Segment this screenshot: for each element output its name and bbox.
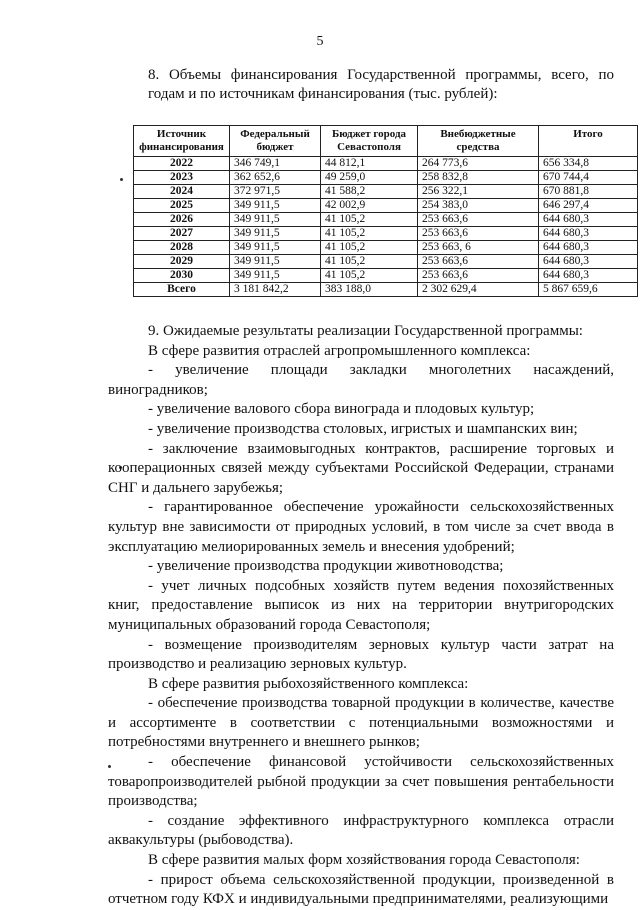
table-cell-value: 383 188,0 bbox=[321, 283, 418, 297]
table-cell-year: 2027 bbox=[134, 227, 230, 241]
table-cell-year: 2024 bbox=[134, 185, 230, 199]
paragraph: - увеличение валового сбора винограда и плодовых культур; bbox=[148, 401, 535, 418]
table-cell-value: 41 105,2 bbox=[321, 255, 418, 269]
paragraph: - обеспечение финансовой устойчивости сельскохозяйственных товаропроизводителей рыбной продукции за счет повышения рентабельности производства; bbox=[108, 754, 614, 810]
table-cell-year: 2026 bbox=[134, 213, 230, 227]
table-cell-value: 2 302 629,4 bbox=[418, 283, 539, 297]
table-cell-value: 258 832,8 bbox=[418, 171, 539, 185]
table-header-row bbox=[134, 126, 638, 157]
table-cell-year: 2028 bbox=[134, 241, 230, 255]
table-cell-year: 2030 bbox=[134, 269, 230, 283]
table-cell-value: 253 663,6 bbox=[418, 255, 539, 269]
paragraph: - увеличение площади закладки многолетних насаждений, виноградников; bbox=[108, 362, 614, 398]
paragraph: 9. Ожидаемые результаты реализации Государственной программы: bbox=[148, 323, 583, 339]
table-row bbox=[134, 185, 638, 199]
paragraph: - увеличение производства продукции животноводства; bbox=[148, 558, 504, 575]
header-source: Источник финансирования bbox=[134, 126, 230, 157]
table-cell-value: 656 334,8 bbox=[539, 157, 638, 171]
table-cell-value: 3 181 842,2 bbox=[230, 283, 321, 297]
table-cell-value: 264 773,6 bbox=[418, 157, 539, 171]
financing-table bbox=[133, 125, 638, 297]
table-cell-value: 256 322,1 bbox=[418, 185, 539, 199]
table-cell-value: 41 105,2 bbox=[321, 269, 418, 283]
paragraph: - учет личных подсобных хозяйств путем ведения похозяйственных книг, предоставление выписок из них на территории внутригородских муниципальных образований города Севастополя; bbox=[108, 577, 614, 633]
section-8-heading-text: 8. Объемы финансирования Государственной программы, всего, по годам и по источникам финансирования (тыс. рублей): bbox=[148, 67, 614, 102]
table-row bbox=[134, 199, 638, 213]
table-row bbox=[134, 269, 638, 283]
page-number: 5 bbox=[316, 34, 324, 49]
paragraph: В сфере развития отраслей агропромышленного комплекса: bbox=[148, 342, 531, 359]
table-cell-value: 349 911,5 bbox=[230, 227, 321, 241]
table-cell-year: 2025 bbox=[134, 199, 230, 213]
table-cell-value: 349 911,5 bbox=[230, 241, 321, 255]
table-cell-value: 644 680,3 bbox=[539, 227, 638, 241]
paragraph: - прирост объема сельскохозяйственной продукции, произведенной в отчетном году КФХ и индивидуальными предпринимателями, реализующими bbox=[108, 871, 614, 908]
table-cell-value: 670 744,4 bbox=[539, 171, 638, 185]
table-cell-value: 41 105,2 bbox=[321, 227, 418, 241]
table-cell-value: 41 588,2 bbox=[321, 185, 418, 199]
table-cell-value: 372 971,5 bbox=[230, 185, 321, 199]
table-cell-value: 646 297,4 bbox=[539, 199, 638, 213]
table-cell-value: 346 749,1 bbox=[230, 157, 321, 171]
header-federal: Федеральный бюджет bbox=[230, 126, 321, 157]
table-cell-value: 253 663,6 bbox=[418, 213, 539, 227]
paragraph: - заключение взаимовыгодных контрактов, расширение торговых и кооперационных связей между субъектами Российской Федерации, странами СНГ и дальнего зарубежья; bbox=[108, 440, 614, 496]
paragraph: - возмещение производителям зерновых культур части затрат на производство и реализацию зерновых культур. bbox=[108, 636, 614, 673]
table-cell-value: 253 663,6 bbox=[418, 227, 539, 241]
table-cell-value: 253 663,6 bbox=[418, 269, 539, 283]
table-row bbox=[134, 157, 638, 171]
table-cell-value: 670 881,8 bbox=[539, 185, 638, 199]
table-cell-value: 49 259,0 bbox=[321, 171, 418, 185]
table-row bbox=[134, 227, 638, 241]
table-cell-value: 253 663, 6 bbox=[418, 241, 539, 255]
section-8-heading bbox=[108, 66, 614, 104]
scan-speck bbox=[120, 178, 123, 181]
table-cell-value: 349 911,5 bbox=[230, 269, 321, 283]
paragraph: - обеспечение производства товарной продукции в количестве, качестве и ассортименте в соответствии с потенциальными возможностями и потребностями внутреннего и внешнего рынков; bbox=[108, 695, 614, 751]
header-city-budget: Бюджет города Севастополя bbox=[321, 126, 418, 157]
paragraph: - создание эффективного инфраструктурного комплекса отрасли аквакультуры (рыбоводства). bbox=[108, 812, 614, 849]
header-extrabudgetary: Внебюджетные средства bbox=[418, 126, 539, 157]
table-cell-value: 644 680,3 bbox=[539, 255, 638, 269]
table-cell-year: Всего bbox=[134, 283, 230, 297]
table-cell-value: 644 680,3 bbox=[539, 241, 638, 255]
table-body bbox=[134, 157, 638, 297]
table-cell-value: 254 383,0 bbox=[418, 199, 539, 213]
table-row bbox=[134, 241, 638, 255]
table-row bbox=[134, 171, 638, 185]
paragraph: В сфере развития малых форм хозяйствования города Севастополя: bbox=[148, 852, 580, 869]
paragraph: - увеличение производства столовых, игристых и шампанских вин; bbox=[148, 420, 578, 437]
table-cell-value: 42 002,9 bbox=[321, 199, 418, 213]
table-cell-value: 41 105,2 bbox=[321, 213, 418, 227]
table-cell-value: 44 812,1 bbox=[321, 157, 418, 171]
table-cell-year: 2022 bbox=[134, 157, 230, 171]
table-cell-year: 2023 bbox=[134, 171, 230, 185]
paragraph: - гарантированное обеспечение урожайности сельскохозяйственных культур вне зависимости от природных условий, в том числе за счет ввода в эксплуатацию мелиорированных земель и внесения удобрений; bbox=[108, 499, 614, 555]
table-cell-value: 644 680,3 bbox=[539, 269, 638, 283]
table-cell-value: 349 911,5 bbox=[230, 199, 321, 213]
table-row bbox=[134, 255, 638, 269]
table-row bbox=[134, 283, 638, 297]
table-cell-value: 362 652,6 bbox=[230, 171, 321, 185]
table-row bbox=[134, 213, 638, 227]
table-cell-value: 5 867 659,6 bbox=[539, 283, 638, 297]
table-cell-value: 41 105,2 bbox=[321, 241, 418, 255]
header-total: Итого bbox=[539, 126, 638, 157]
table-cell-year: 2029 bbox=[134, 255, 230, 269]
section-9-text bbox=[108, 322, 614, 910]
table-cell-value: 349 911,5 bbox=[230, 255, 321, 269]
paragraph: В сфере развития рыбохозяйственного комплекса: bbox=[148, 675, 469, 692]
table-cell-value: 349 911,5 bbox=[230, 213, 321, 227]
table-cell-value: 644 680,3 bbox=[539, 213, 638, 227]
